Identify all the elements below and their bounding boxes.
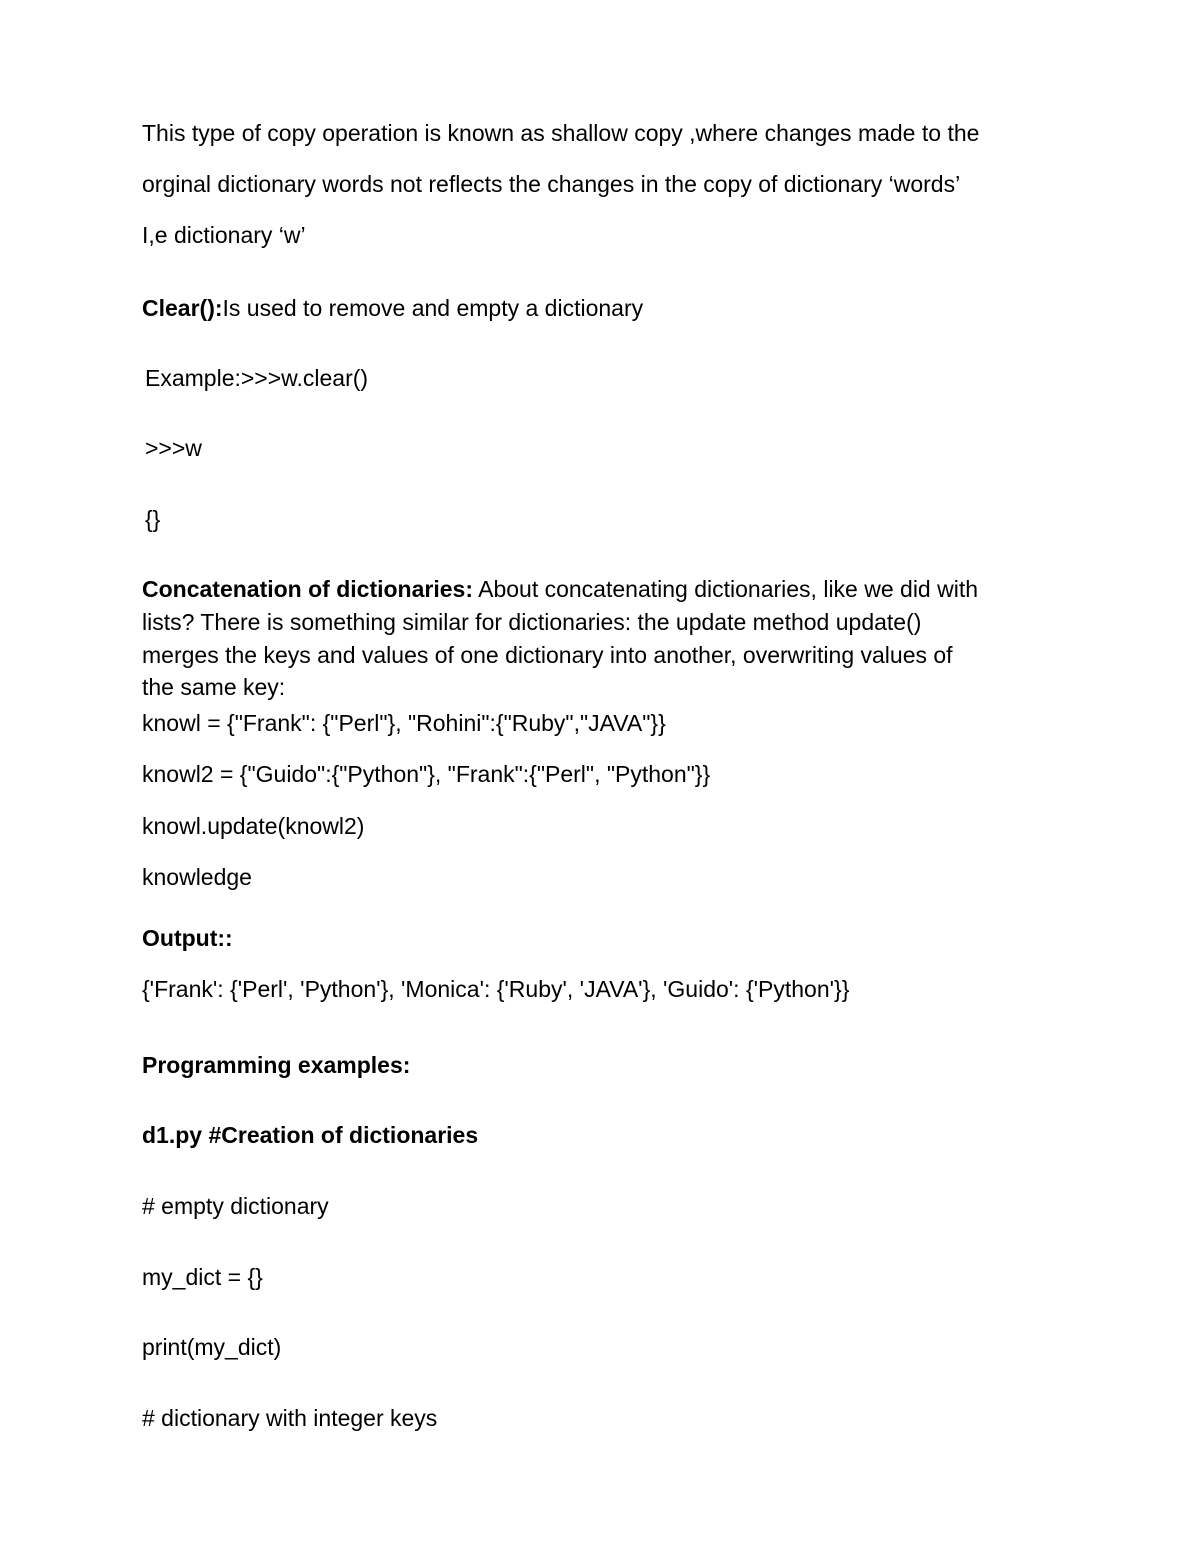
clear-definition bbox=[142, 294, 643, 322]
output-value: {'Frank': {'Perl', 'Python'}, 'Monica': {'Ruby', 'JAVA'}, 'Guido': {'Python'}} bbox=[142, 976, 850, 1002]
concat-line-1 bbox=[142, 575, 978, 603]
concat-text-1: About concatenating dictionaries, like we did with bbox=[472, 576, 979, 602]
clear-prompt: >>>w bbox=[145, 435, 202, 461]
concat-code-4: knowledge bbox=[142, 864, 252, 890]
intro-line-3: I,e dictionary ‘w’ bbox=[142, 222, 306, 248]
output-label: Output:: bbox=[142, 925, 233, 951]
code-print: print(my_dict) bbox=[142, 1334, 282, 1360]
intro-line-1: This type of copy operation is known as shallow copy ,where changes made to the bbox=[142, 120, 980, 146]
concat-text-3: merges the keys and values of one dictionary into another, overwriting values of bbox=[142, 642, 953, 668]
code-comment-integer-keys: # dictionary with integer keys bbox=[142, 1405, 438, 1431]
concat-code-1: knowl = {"Frank": {"Perl"}, "Rohini":{"Ruby","JAVA"}} bbox=[142, 710, 666, 736]
concat-code-3: knowl.update(knowl2) bbox=[142, 813, 365, 839]
clear-result: {} bbox=[145, 506, 161, 532]
code-comment-empty-dictionary: # empty dictionary bbox=[142, 1193, 329, 1219]
intro-line-2: orginal dictionary words not reflects the changes in the copy of dictionary ‘words’ bbox=[142, 171, 961, 197]
concat-code-2: knowl2 = {"Guido":{"Python"}, "Frank":{"Perl", "Python"}} bbox=[142, 761, 711, 787]
concat-text-2: lists? There is something similar for dictionaries: the update method update() bbox=[142, 609, 922, 635]
concat-text-4: the same key: bbox=[142, 674, 286, 700]
concat-heading: Concatenation of dictionaries: bbox=[142, 576, 473, 602]
code-my-dict: my_dict = {} bbox=[142, 1264, 263, 1290]
file-heading: d1.py #Creation of dictionaries bbox=[142, 1122, 479, 1148]
clear-term: Clear(): bbox=[142, 295, 223, 321]
clear-description: Is used to remove and empty a dictionary bbox=[222, 295, 644, 321]
clear-example: Example:>>>w.clear() bbox=[145, 365, 369, 391]
programming-heading: Programming examples: bbox=[142, 1052, 411, 1078]
